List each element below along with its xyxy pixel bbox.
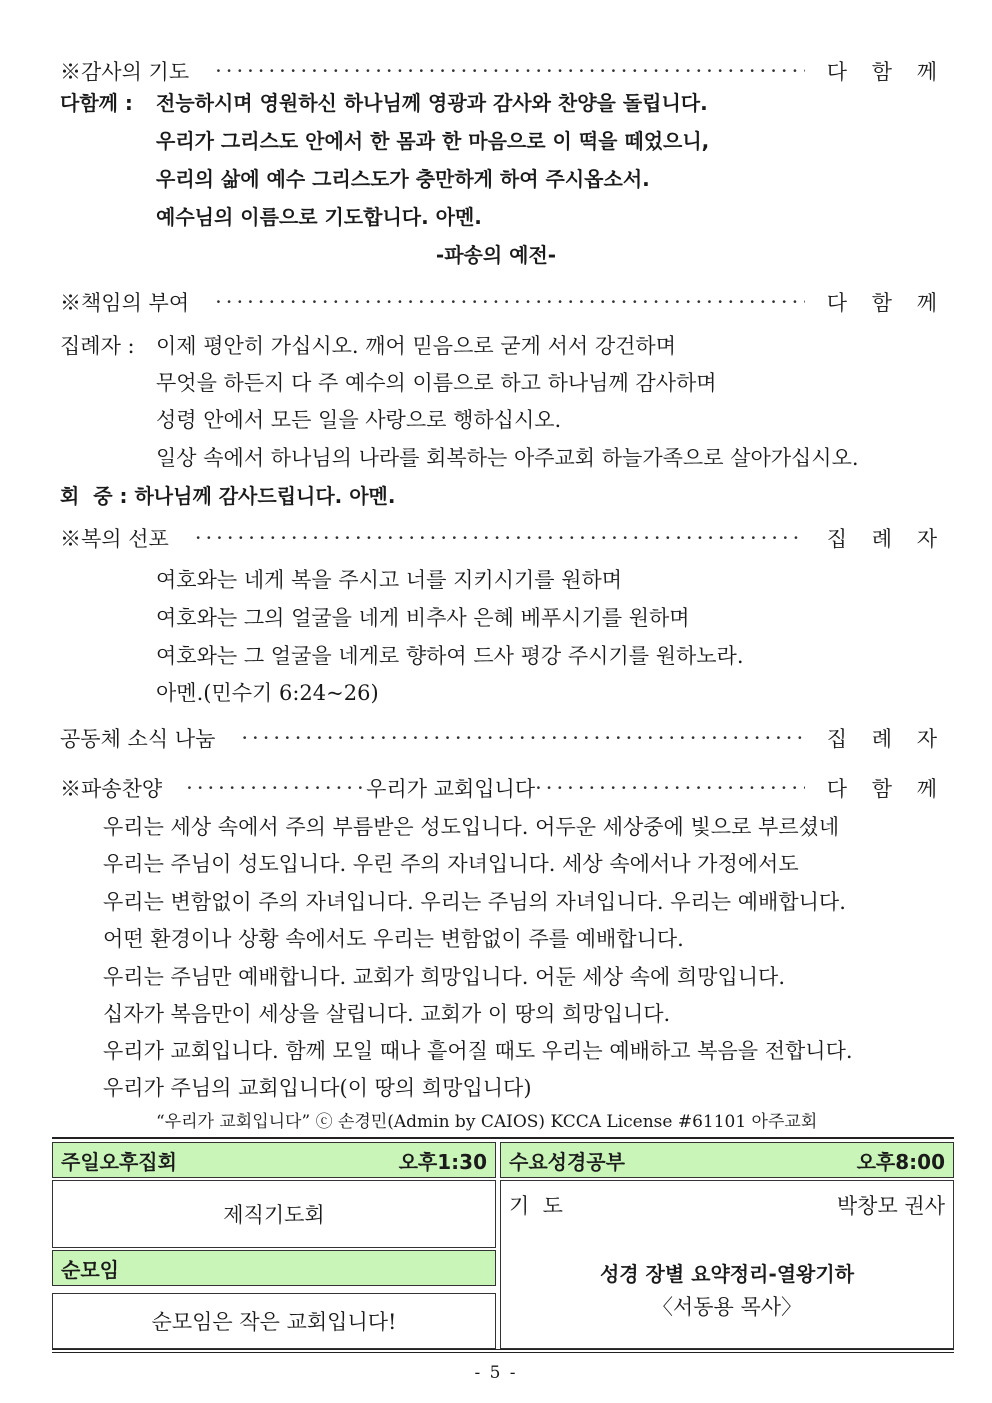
wednesday-topic: 성경 장별 요약정리-열왕기하 <box>599 1262 855 1286</box>
wednesday-time: 오후8:00 <box>856 1149 945 1174</box>
thanks-line-1: 전능하시며 영원하신 하나님께 영광과 감사와 찬양을 돌립니다. <box>156 91 708 115</box>
blessing-line-4: 아멘.(민수기 6:24~26) <box>156 681 379 705</box>
sunday-title: 주일오후집회 <box>61 1149 177 1174</box>
commission-line-1: 이제 평안히 가십시오. 깨어 믿음으로 굳게 서서 강건하며 <box>156 334 676 358</box>
commission-line-4: 일상 속에서 하나님의 나라를 회복하는 아주교회 하늘가족으로 살아가십시오. <box>156 446 859 470</box>
sunday-content: 제직기도회 <box>223 1203 325 1227</box>
group-content: 순모임은 작은 교회입니다! <box>151 1310 397 1334</box>
blessing-row <box>60 521 946 555</box>
thanks-line-2: 우리가 그리스도 안에서 한 몸과 한 마음으로 이 떡을 떼었으니, <box>156 129 710 153</box>
dot-leader <box>195 526 805 550</box>
wednesday-speaker: 〈서동용 목사〉 <box>651 1295 803 1319</box>
wednesday-prayer-person: 박창모 권사 <box>836 1194 945 1218</box>
wednesday-header <box>500 1142 954 1178</box>
hymn-line-3: 우리는 변함없이 주의 자녀입니다. 우리는 주님의 자녀입니다. 우리는 예배합니다. <box>103 890 846 914</box>
commission-line-2: 무엇을 하든지 다 주 예수의 이름으로 하고 하나님께 감사하며 <box>156 371 717 395</box>
thanks-prayer-leader: 다 함 께 <box>826 60 946 84</box>
group-header <box>52 1250 496 1286</box>
news-label: 공동체 소식 나눔 <box>60 727 216 751</box>
news-leader: 집 례 자 <box>826 727 946 751</box>
commission-row <box>60 285 946 319</box>
dot-leader <box>215 290 805 314</box>
group-content-box <box>52 1293 496 1349</box>
dot-leader <box>535 776 805 800</box>
sunday-header <box>52 1142 496 1178</box>
sunday-content-box <box>52 1180 496 1248</box>
thanks-speaker: 다함께 : <box>60 91 133 115</box>
thanks-line-3: 우리의 삶에 예수 그리스도가 충만하게 하여 주시옵소서. <box>156 167 650 191</box>
hymn-line-1: 우리는 세상 속에서 주의 부름받은 성도입니다. 어두운 세상중에 빛으로 부르셨네 <box>103 815 840 839</box>
hymn-line-4: 어떤 환경이나 상황 속에서도 우리는 변함없이 주를 예배합니다. <box>103 927 684 951</box>
commission-speaker: 집례자 : <box>60 334 135 358</box>
hymn-line-5: 우리는 주님만 예배합니다. 교회가 희망입니다. 어둔 세상 속에 희망입니다. <box>103 965 786 989</box>
wednesday-title: 수요성경공부 <box>509 1149 625 1174</box>
thanks-line-4: 예수님의 이름으로 기도합니다. 아멘. <box>156 205 482 229</box>
commission-line-3: 성령 안에서 모든 일을 사랑으로 행하십시오. <box>156 408 562 432</box>
section-title: -파송의 예전- <box>435 243 557 267</box>
hymn-line-7: 우리가 교회입니다. 함께 모일 때나 흩어질 때도 우리는 예배하고 복음을 전합니다. <box>103 1039 853 1063</box>
schedule-table <box>52 1137 954 1351</box>
blessing-label: ※복의 선포 <box>60 527 169 551</box>
commission-label: ※책임의 부여 <box>60 291 190 315</box>
blessing-leader: 집 례 자 <box>826 527 946 551</box>
blessing-line-1: 여호와는 네게 복을 주시고 너를 지키시기를 원하며 <box>156 568 623 592</box>
news-row <box>60 721 946 755</box>
sunday-time: 오후1:30 <box>398 1149 487 1174</box>
hymn-line-2: 우리는 주님이 성도입니다. 우린 주의 자녀입니다. 세상 속에서나 가정에서도 <box>103 852 799 876</box>
sending-hymn-row <box>60 771 946 805</box>
thanks-prayer-label: ※감사의 기도 <box>60 60 190 84</box>
sending-hymn-title: 우리가 교회입니다 <box>366 777 536 801</box>
sending-hymn-label: ※파송찬양 <box>60 777 163 801</box>
hymn-line-6: 십자가 복음만이 세상을 살립니다. 교회가 이 땅의 희망입니다. <box>103 1002 671 1026</box>
sending-hymn-leader: 다 함 께 <box>826 777 946 801</box>
blessing-line-2: 여호와는 그의 얼굴을 네게 비추사 은혜 베푸시기를 원하며 <box>156 606 690 630</box>
blessing-line-3: 여호와는 그 얼굴을 네게로 향하여 드사 평강 주시기를 원하노라. <box>156 644 744 668</box>
dot-leader <box>241 726 804 750</box>
commission-leader: 다 함 께 <box>826 291 946 315</box>
congregation-response: 회 중 : 하나님께 감사드립니다. 아멘. <box>60 484 396 508</box>
copyright-note: “우리가 교회입니다” ⓒ 손경민(Admin by CAIOS) KCCA License #61101 아주교회 <box>156 1112 818 1132</box>
hymn-line-8: 우리가 주님의 교회입니다(이 땅의 희망입니다) <box>103 1076 532 1100</box>
wednesday-prayer-row <box>509 1189 945 1221</box>
wednesday-content-box <box>500 1180 954 1349</box>
dot-leader <box>186 776 366 800</box>
wednesday-prayer-label: 기 도 <box>509 1194 563 1218</box>
dot-leader <box>215 59 805 83</box>
group-title: 순모임 <box>61 1257 119 1282</box>
page-number: - 5 - <box>474 1363 518 1383</box>
thanks-prayer-row <box>60 54 946 88</box>
